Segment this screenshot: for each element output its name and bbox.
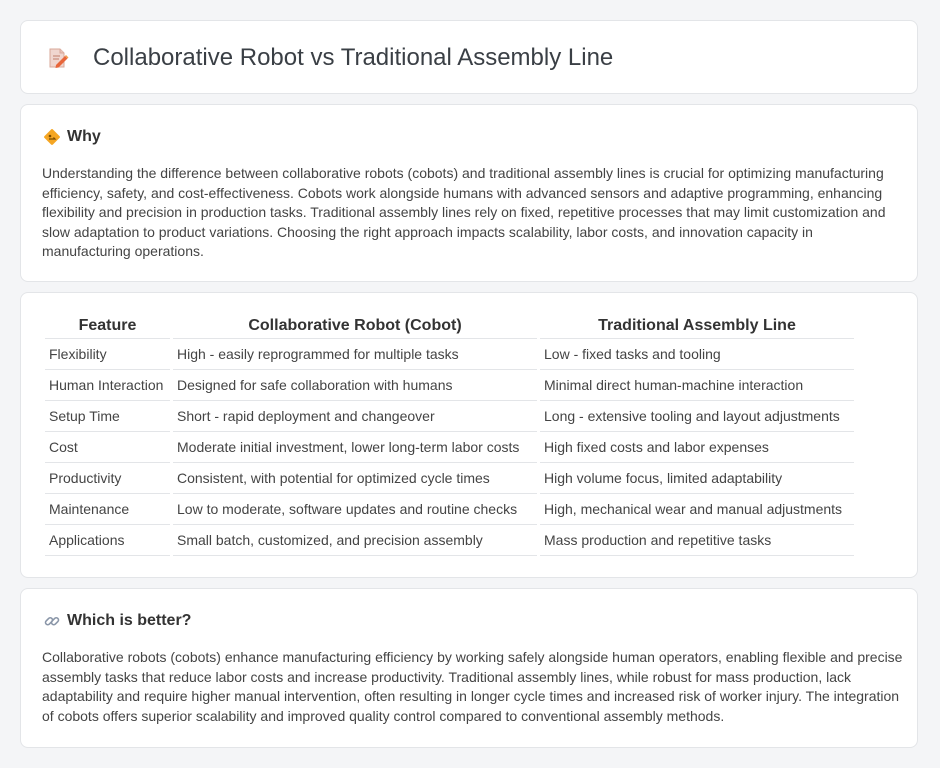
why-section bbox=[20, 104, 918, 282]
comparison-section bbox=[20, 292, 918, 578]
column-header-traditional: Traditional Assembly Line bbox=[540, 314, 854, 339]
cobot-cell: High - easily reprogrammed for multiple tasks bbox=[173, 339, 537, 370]
which-is-better-section bbox=[20, 588, 918, 748]
link-icon bbox=[43, 612, 61, 630]
cobot-cell: Small batch, customized, and precision assembly bbox=[173, 525, 537, 556]
feature-cell: Maintenance bbox=[45, 494, 170, 525]
feature-cell: Human Interaction bbox=[45, 370, 170, 401]
table-row bbox=[45, 525, 854, 556]
column-header-cobot: Collaborative Robot (Cobot) bbox=[173, 314, 537, 339]
feature-cell: Applications bbox=[45, 525, 170, 556]
feature-cell: Cost bbox=[45, 432, 170, 463]
table-row bbox=[45, 463, 854, 494]
why-text: Understanding the difference between collaborative robots (cobots) and traditional assembly lines is crucial for optimizing manufacturing efficiency, safety, and cost-effectiveness. Cobots work alongside humans with advanced sensors and adaptive programming, enhancing flexibility and precision in production tasks. Traditional assembly lines rely on fixed, repetitive processes that may limit customization and slow adaptation to product variations. Choosing the right approach impacts scalability, labor costs, and innovation capacity in manufacturing operations. bbox=[42, 165, 886, 259]
traditional-cell: Mass production and repetitive tasks bbox=[540, 525, 854, 556]
table-row bbox=[45, 494, 854, 525]
traditional-cell: Minimal direct human-machine interaction bbox=[540, 370, 854, 401]
feature-cell: Productivity bbox=[45, 463, 170, 494]
table-row bbox=[45, 401, 854, 432]
traditional-cell: High volume focus, limited adaptability bbox=[540, 463, 854, 494]
cobot-cell: Low to moderate, software updates and routine checks bbox=[173, 494, 537, 525]
table-row bbox=[45, 432, 854, 463]
traditional-cell: High, mechanical wear and manual adjustments bbox=[540, 494, 854, 525]
why-heading: Why bbox=[67, 128, 101, 145]
traditional-cell: Long - extensive tooling and layout adjustments bbox=[540, 401, 854, 432]
document-pencil-icon bbox=[47, 47, 69, 69]
table-row bbox=[45, 339, 854, 370]
title-card bbox=[20, 20, 918, 94]
cobot-cell: Designed for safe collaboration with humans bbox=[173, 370, 537, 401]
cobot-cell: Consistent, with potential for optimized cycle times bbox=[173, 463, 537, 494]
page-title: Collaborative Robot vs Traditional Assembly Line bbox=[93, 44, 614, 71]
which-is-better-text: Collaborative robots (cobots) enhance manufacturing efficiency by working safely alongside human operators, enabling flexible and precise assembly tasks that reduce labor costs and increase productivity. Traditional assembly lines, while robust for mass production, lack adaptability and require higher manual intervention, often resulting in longer cycle times and increased risk of worker injury. The integration of cobots offers superior scalability and improved quality control compared to conventional assembly methods. bbox=[42, 649, 903, 724]
which-is-better-heading: Which is better? bbox=[67, 612, 192, 629]
column-header-feature: Feature bbox=[45, 314, 170, 339]
cobot-cell: Short - rapid deployment and changeover bbox=[173, 401, 537, 432]
comparison-table bbox=[42, 314, 857, 556]
diamond-sign-icon bbox=[43, 128, 61, 146]
table-header-row bbox=[45, 314, 854, 339]
feature-cell: Setup Time bbox=[45, 401, 170, 432]
feature-cell: Flexibility bbox=[45, 339, 170, 370]
traditional-cell: Low - fixed tasks and tooling bbox=[540, 339, 854, 370]
cobot-cell: Moderate initial investment, lower long-term labor costs bbox=[173, 432, 537, 463]
table-row bbox=[45, 370, 854, 401]
traditional-cell: High fixed costs and labor expenses bbox=[540, 432, 854, 463]
